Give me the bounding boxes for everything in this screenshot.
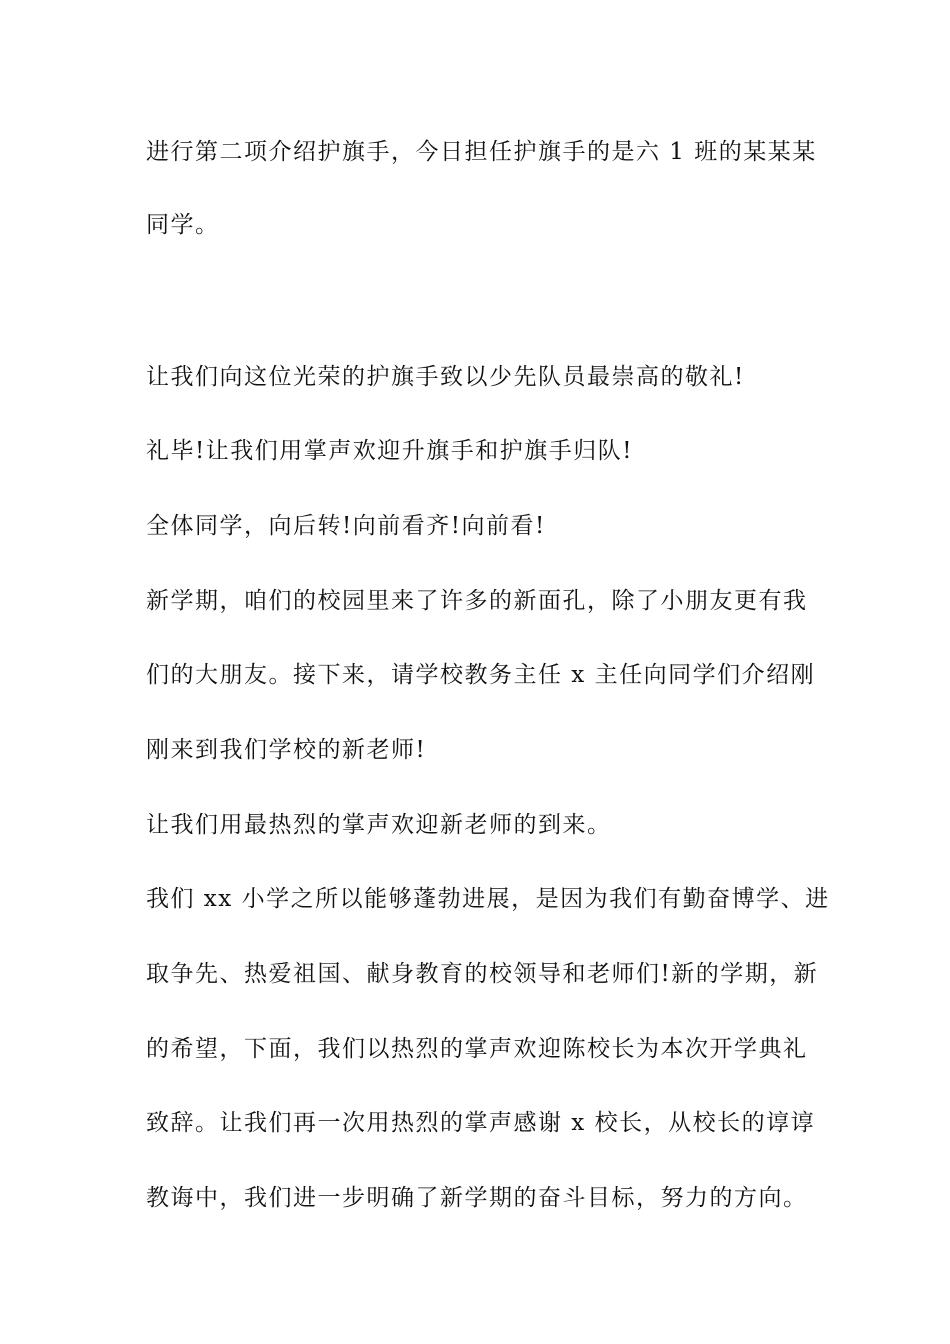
text-line-13: 致辞。让我们再一次用热烈的掌声感谢 x 校长，从校长的谆谆 — [146, 1110, 816, 1136]
text-line-3: 让我们向这位光荣的护旗手致以少先队员最崇高的敬礼! — [146, 364, 745, 390]
text-line-9: 让我们用最热烈的掌声欢迎新老师的到来。 — [146, 812, 612, 838]
text-line-8: 刚来到我们学校的新老师! — [146, 737, 427, 763]
text-line-12: 的希望，下面，我们以热烈的掌声欢迎陈校长为本次开学典礼 — [146, 1036, 808, 1062]
text-line-2: 同学。 — [146, 212, 220, 238]
text-line-10: 我们 xx 小学之所以能够蓬勃进展，是因为我们有勤奋博学、进 — [146, 886, 830, 912]
text-line-11: 取争先、热爱祖国、献身教育的校领导和老师们!新的学期，新 — [146, 961, 819, 987]
text-line-1: 进行第二项介绍护旗手，今日担任护旗手的是六 1 班的某某某 — [146, 139, 817, 165]
text-line-14: 教诲中，我们进一步明确了新学期的奋斗目标，努力的方向。 — [146, 1185, 808, 1211]
text-line-6: 新学期，咱们的校园里来了许多的新面孔，除了小朋友更有我 — [146, 588, 808, 614]
text-line-5: 全体同学，向后转!向前看齐!向前看! — [146, 513, 546, 539]
text-line-7: 们的大朋友。接下来，请学校教务主任 x 主任向同学们介绍刚 — [146, 662, 816, 688]
text-line-4: 礼毕!让我们用掌声欢迎升旗手和护旗手归队! — [146, 438, 633, 464]
